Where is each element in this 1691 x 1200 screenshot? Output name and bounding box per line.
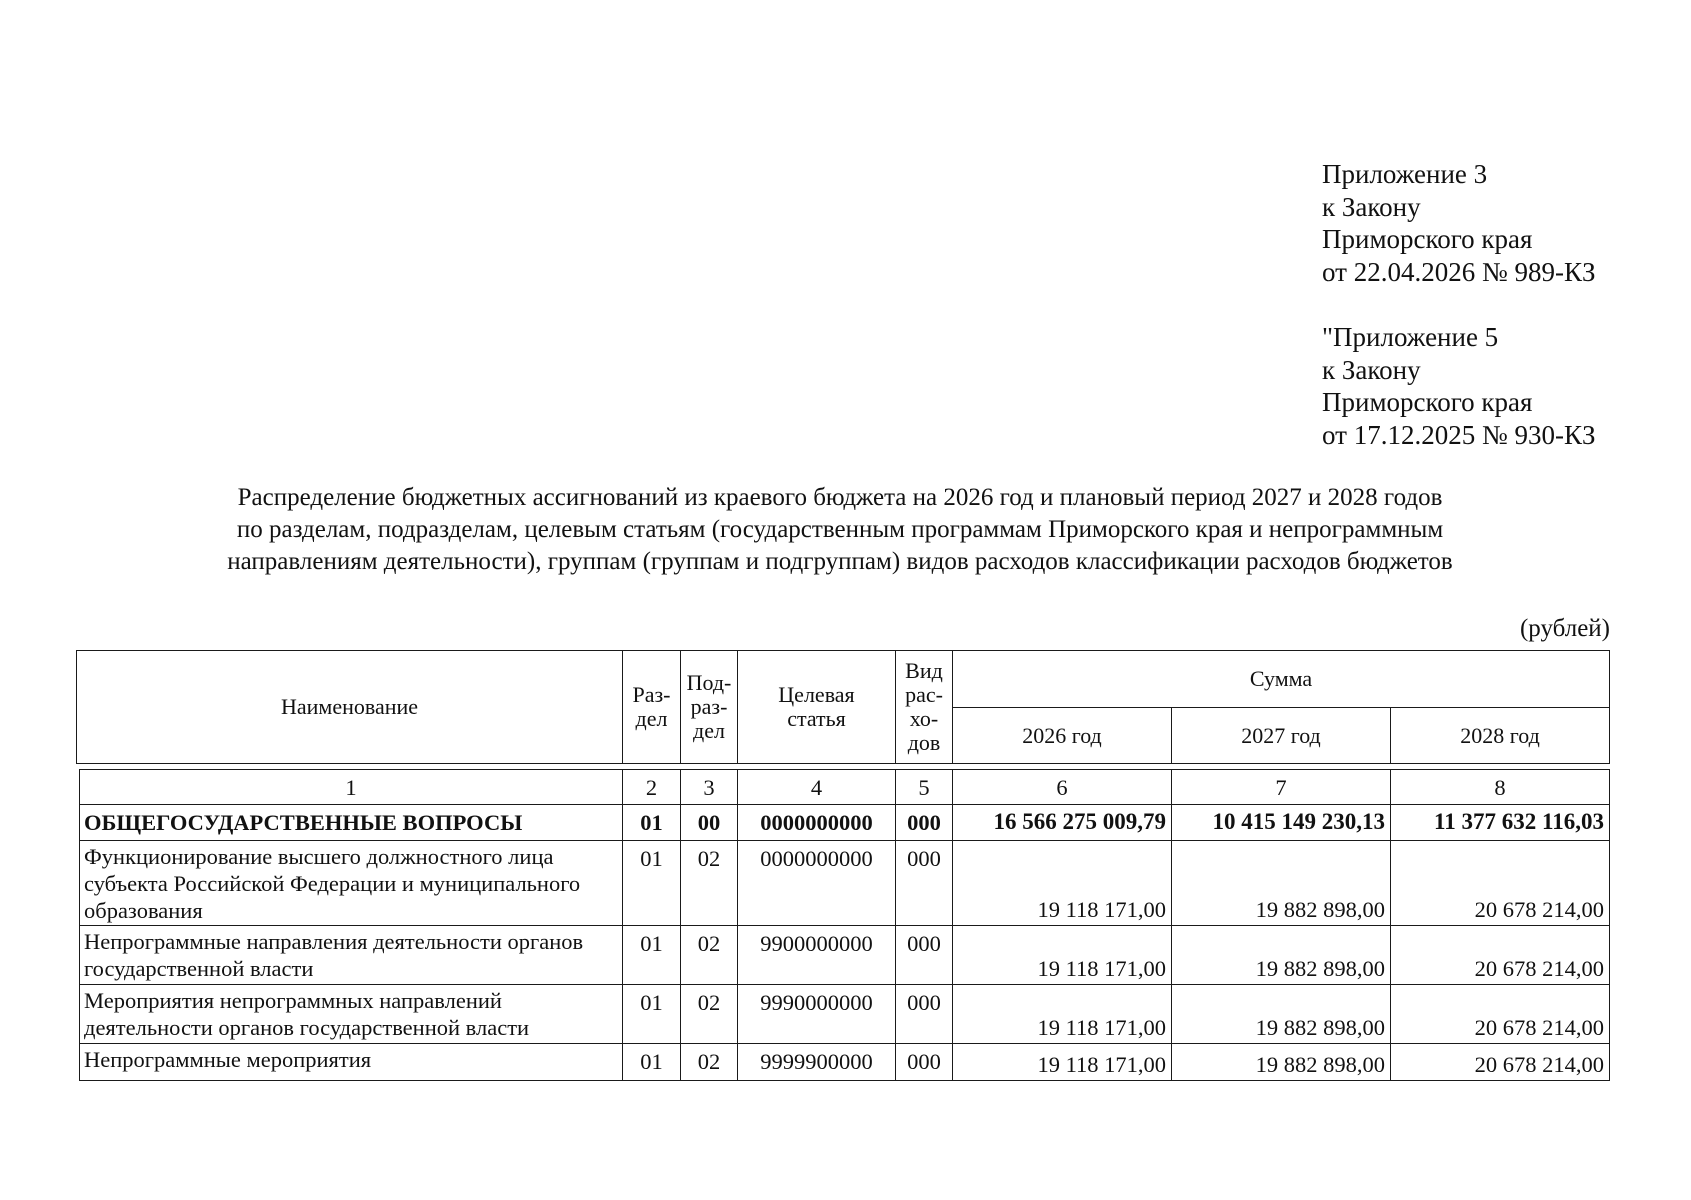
annex-amended-line4: от 17.12.2025 № 930-КЗ [1322,419,1596,450]
row-name: Непрограммные направления деятельности органов государственной власти [80,926,623,985]
annex-current-line3: Приморского края [1322,224,1533,254]
row-target: 9900000000 [738,926,896,985]
table-row [80,805,1610,841]
annex-current-line1: Приложение 3 [1322,159,1488,189]
row-section: 01 [623,1044,681,1081]
row-section: 01 [623,985,681,1044]
row-section: 01 [623,926,681,985]
header-target-article: Целевая статья [738,651,896,764]
column-number: 2 [623,770,681,805]
budget-table [79,769,1610,1081]
title-line3: направлениям деятельности), группам (группам и подгруппам) видов расходов классификации расходов бюджетов [227,548,1453,575]
row-expense-type: 000 [896,926,953,985]
header-2027: 2027 год [1172,708,1391,764]
row-section: 01 [623,841,681,926]
annex-amended-line3: Приморского края [1322,387,1533,417]
row-expense-type: 000 [896,985,953,1044]
table-row [80,985,1610,1044]
column-number: 7 [1172,770,1391,805]
row-subsection: 02 [681,841,738,926]
header-subsection: Под- раз- дел [681,651,738,764]
column-number-row [80,770,1610,805]
row-amount-2026: 19 118 171,00 [953,841,1172,926]
column-number: 4 [738,770,896,805]
table-row [80,1044,1610,1081]
row-amount-2027: 19 882 898,00 [1172,926,1391,985]
row-amount-2027: 19 882 898,00 [1172,841,1391,926]
row-amount-2028: 20 678 214,00 [1391,1044,1610,1081]
title-line1: Распределение бюджетных ассигнований из краевого бюджета на 2026 год и плановый период 2027 и 2028 годов [237,484,1443,511]
header-expense-type: Вид рас- хо- дов [896,651,953,764]
table-header [76,650,1610,764]
row-amount-2027: 19 882 898,00 [1172,985,1391,1044]
row-amount-2026: 19 118 171,00 [953,985,1172,1044]
row-subsection: 02 [681,926,738,985]
row-target: 0000000000 [738,841,896,926]
annex-amended-line1: "Приложение 5 [1322,322,1499,352]
row-expense-type: 000 [896,805,953,841]
row-subsection: 02 [681,985,738,1044]
annex-gap [1322,288,1595,321]
annex-block [1322,158,1595,451]
row-amount-2026: 19 118 171,00 [953,1044,1172,1081]
row-name: ОБЩЕГОСУДАРСТВЕННЫЕ ВОПРОСЫ [80,805,623,841]
row-name: Функционирование высшего должностного лица субъекта Российской Федерации и муниципального образования [80,841,623,926]
document-title [120,482,1560,578]
annex-amended-line2: к Закону [1322,354,1421,385]
row-amount-2028: 11 377 632 116,03 [1391,805,1610,841]
row-amount-2027: 10 415 149 230,13 [1172,805,1391,841]
annex-current-line2: к Закону [1322,191,1421,222]
annex-current-line4: от 22.04.2026 № 989-КЗ [1322,256,1596,287]
row-target: 0000000000 [738,805,896,841]
header-sum: Сумма [953,651,1610,708]
column-number: 8 [1391,770,1610,805]
row-target: 9990000000 [738,985,896,1044]
column-number: 3 [681,770,738,805]
column-number: 1 [80,770,623,805]
row-amount-2027: 19 882 898,00 [1172,1044,1391,1081]
header-section: Раз- дел [623,651,681,764]
row-amount-2026: 16 566 275 009,79 [953,805,1172,841]
row-amount-2026: 19 118 171,00 [953,926,1172,985]
header-2026: 2026 год [953,708,1172,764]
header-2028: 2028 год [1391,708,1610,764]
units-label: (рублей) [1519,615,1610,642]
title-line2: по разделам, подразделам, целевым статьям (государственным программам Приморского края и непрограммным [236,516,1444,543]
row-section: 01 [623,805,681,841]
row-amount-2028: 20 678 214,00 [1391,841,1610,926]
row-name: Непрограммные мероприятия [80,1044,623,1081]
row-amount-2028: 20 678 214,00 [1391,985,1610,1044]
table-row [80,841,1610,926]
row-expense-type: 000 [896,1044,953,1081]
row-target: 9999900000 [738,1044,896,1081]
column-number: 6 [953,770,1172,805]
row-subsection: 00 [681,805,738,841]
row-subsection: 02 [681,1044,738,1081]
row-expense-type: 000 [896,841,953,926]
row-name: Мероприятия непрограммных направлений деятельности органов государственной власти [80,985,623,1044]
table-row [80,926,1610,985]
header-name: Наименование [77,651,623,764]
column-number: 5 [896,770,953,805]
row-amount-2028: 20 678 214,00 [1391,926,1610,985]
